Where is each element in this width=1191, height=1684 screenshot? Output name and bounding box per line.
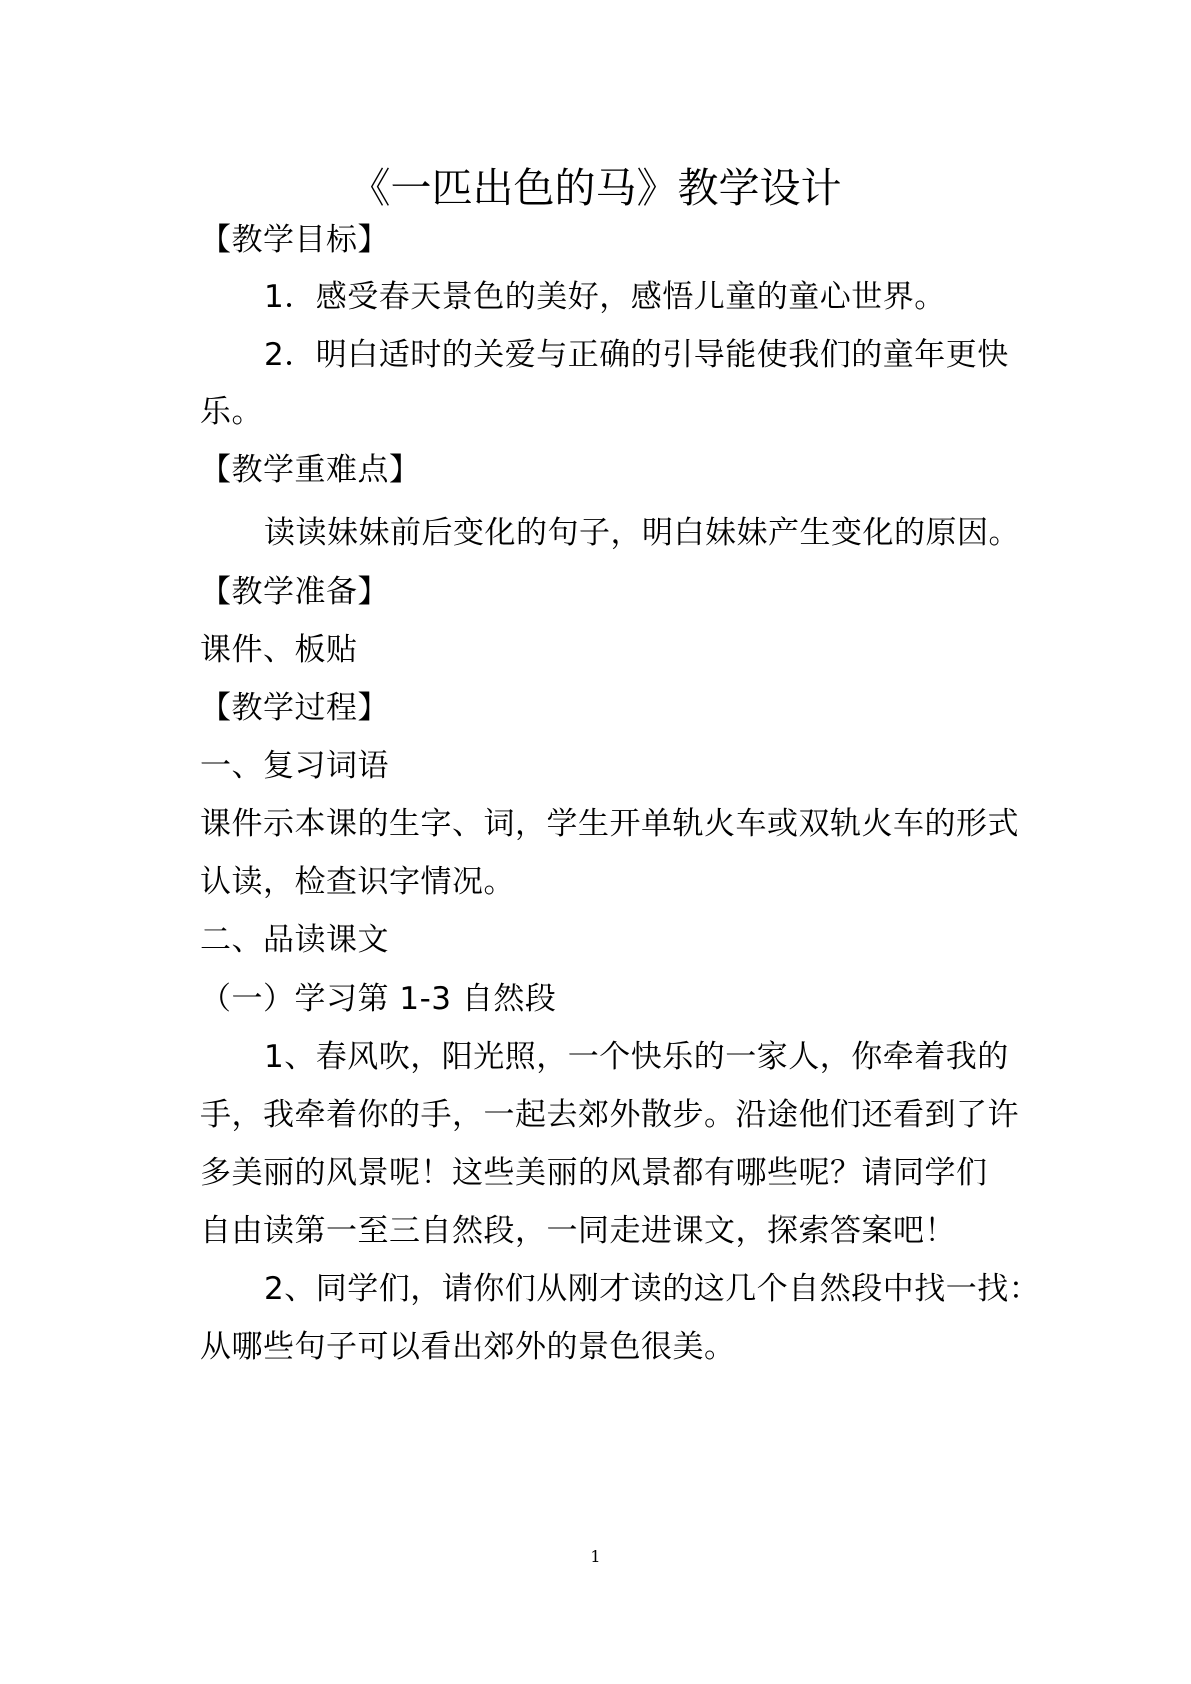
section-heading-key-points: 【教学重难点】 — [200, 452, 421, 488]
step-1-text-continued: 认读，检查识字情况。 — [200, 864, 515, 900]
section-heading-objectives: 【教学目标】 — [200, 222, 389, 258]
page-number: 1 — [590, 1547, 601, 1566]
paragraph-2-line-2: 从哪些句子可以看出郊外的景色很美。 — [200, 1329, 736, 1365]
paragraph-1-line-4: 自由读第一至三自然段，一同走进课文，探索答案吧！ — [200, 1213, 956, 1249]
section-heading-process: 【教学过程】 — [200, 690, 389, 726]
step-1-text: 课件示本课的生字、词，学生开单轨火车或双轨火车的形式 — [200, 806, 1019, 842]
section-heading-preparation: 【教学准备】 — [200, 574, 389, 610]
key-points-text: 读读妹妹前后变化的句子，明白妹妹产生变化的原因。 — [264, 515, 1020, 551]
preparation-text: 课件、板贴 — [200, 632, 358, 668]
paragraph-1-line-1: 1、春风吹，阳光照，一个快乐的一家人，你牵着我的 — [264, 1039, 1009, 1075]
document-title: 《一匹出色的马》教学设计 — [349, 164, 842, 212]
paragraph-1-line-3: 多美丽的风景呢！这些美丽的风景都有哪些呢？请同学们 — [200, 1155, 988, 1191]
step-2-heading: 二、品读课文 — [200, 922, 389, 958]
substep-heading: （一）学习第 1-3 自然段 — [200, 981, 557, 1017]
step-1-heading: 一、复习词语 — [200, 748, 389, 784]
objective-1: 1．感受春天景色的美好，感悟儿童的童心世界。 — [264, 279, 946, 315]
paragraph-2-line-1: 2、同学们，请你们从刚才读的这几个自然段中找一找： — [264, 1271, 1041, 1307]
objective-2-continued: 乐。 — [200, 394, 263, 430]
paragraph-1-line-2: 手，我牵着你的手，一起去郊外散步。沿途他们还看到了许 — [200, 1097, 1019, 1133]
objective-2: 2．明白适时的关爱与正确的引导能使我们的童年更快 — [264, 337, 1009, 373]
